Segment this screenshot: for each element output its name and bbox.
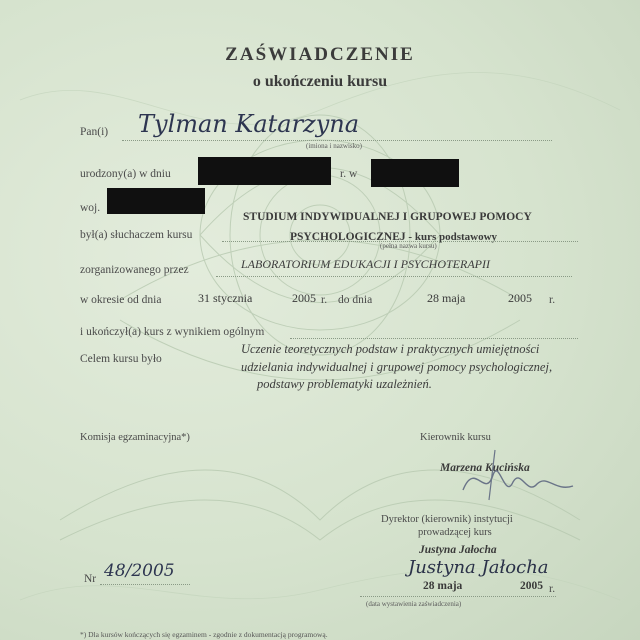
issue-day: 28 maja <box>423 580 463 592</box>
born-label: urodzony(a) w dniu <box>80 168 171 180</box>
to-r: r. <box>549 294 556 306</box>
head-name: Marzena Kucińska <box>440 462 530 474</box>
organized-label: zorganizowanego przez <box>80 264 189 276</box>
redacted-birthplace <box>371 159 459 187</box>
redacted-birthdate <box>198 157 331 185</box>
nr-line <box>100 584 190 585</box>
director-name: Justyna Jałocha <box>419 544 497 556</box>
organizer-line <box>216 276 572 277</box>
from-date: 31 stycznia <box>198 291 253 305</box>
issue-year: 2005 <box>520 580 543 592</box>
course-name-main: PSYCHOLOGICZNEJ <box>290 231 406 243</box>
issue-line <box>360 596 556 597</box>
to-label: do dnia <box>338 294 373 306</box>
issue-hint: (data wystawienia zaświadczenia) <box>366 600 462 608</box>
purpose-line3: podstawy problematyki uzależnień. <box>257 377 432 391</box>
purpose-label: Celem kursu było <box>80 353 162 365</box>
redacted-voivodeship <box>107 188 205 214</box>
course-name-variant: - kurs podstawowy <box>405 231 498 243</box>
director-label-2: prowadzącej kurs <box>418 527 492 538</box>
nr-label: Nr <box>84 573 97 585</box>
purpose-line1: Uczenie teoretycznych podstaw i praktycznych umiejętności <box>241 342 540 356</box>
to-year: 2005 <box>508 291 532 305</box>
course-name-line1: STUDIUM INDYWIDUALNEJ I GRUPOWEJ POMOCY <box>243 211 532 223</box>
listener-label: był(a) słuchaczem kursu <box>80 229 193 241</box>
pan-label: Pan(i) <box>80 126 109 138</box>
issue-r: r. <box>549 583 556 595</box>
to-date: 28 maja <box>427 291 466 305</box>
director-label-1: Dyrektor (kierownik) instytucji <box>381 514 513 525</box>
from-year: 2005 <box>292 291 316 305</box>
name-value: Tylman Katarzyna <box>138 110 360 138</box>
period-label: w okresie od dnia <box>80 294 162 306</box>
certificate-subtitle: o ukończeniu kursu <box>252 73 388 90</box>
name-line <box>122 140 552 141</box>
footnote: *) Dla kursów kończących się egzaminem - zgodnie z dokumentacją programową. <box>80 630 328 639</box>
born-rw-label: r. w <box>340 168 358 180</box>
from-r: r. <box>321 294 328 306</box>
woj-label: woj. <box>80 202 101 214</box>
result-line <box>290 338 578 339</box>
organizer-value: LABORATORIUM EDUKACJI I PSYCHOTERAPII <box>241 257 490 271</box>
name-hint: (imiona i nazwisko) <box>306 142 362 150</box>
certificate-title: ZAŚWIADCZENIE <box>225 44 415 65</box>
purpose-line2: udzielania indywidualnej i grupowej pomocy psychologicznej, <box>241 360 553 374</box>
commission-label: Komisja egzaminacyjna*) <box>80 432 190 443</box>
nr-value: 48/2005 <box>104 561 175 581</box>
head-signature-icon <box>455 440 585 510</box>
head-label: Kierownik kursu <box>420 432 491 443</box>
result-label: i ukończył(a) kurs z wynikiem ogólnym <box>80 326 265 338</box>
director-signature: Justyna Jałocha <box>408 557 549 578</box>
course-name-hint: (pełna nazwa kursu) <box>380 242 437 250</box>
